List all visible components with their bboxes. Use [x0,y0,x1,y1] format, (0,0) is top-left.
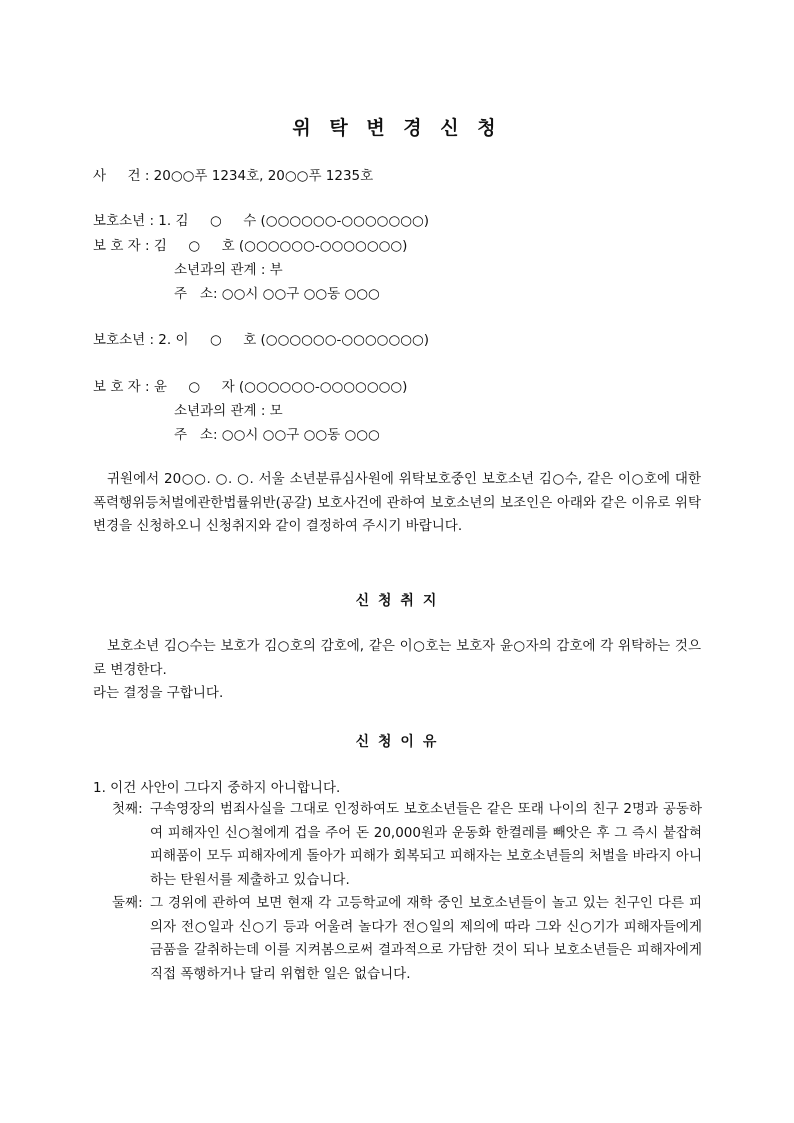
item-label: 첫째: [112,801,143,817]
guardian-1-line: 보 호 자 : 김 ○ 호 (○○○○○○-○○○○○○○) [93,238,408,254]
intro-paragraph [93,468,701,539]
item-text: 그 경위에 관하여 보면 현재 각 고등학교에 재학 중인 보호소년들이 놀고 있는 친구인 다른 피의자 전○일과 신○기 등과 어울려 놀다가 전○일의 제의에 따라 그와 신○기가 피해자들에게 금품을 갈취하는데 이를 지켜봄으로써 결과적으로 가담한 것이 되나 보호소년들은 피해자에게 직접 폭행하거나 달리 위협한 일은 없습니다. [150,895,702,982]
juvenile-2-line: 보호소년 : 2. 이 ○ 호 (○○○○○○-○○○○○○○) [93,332,430,348]
purpose-closing: 라는 결정을 구합니다. [93,685,224,701]
purpose-text: 보호소년 김○수는 보호가 김○호의 감호에, 같은 이○호는 보호자 윤○자의 감호에 각 위탁하는 것으로 변경한다. [93,638,701,678]
item-text: 구속영장의 범죄사실을 그대로 인정하여도 보호소년들은 같은 또래 나이의 친구 2명과 공동하여 피해자인 신○철에게 겁을 주어 돈 20,000원과 운동화 한켤레를 빼앗은 후 그 즉시 붙잡혀 피해품이 모두 피해자에게 돌아가 피해가 회복되고 피해자는 보호소년들의 처벌을 바라지 아니하는 탄원서를 제출하고 있습니다. [150,801,702,888]
relation-1-line: 소년과의 관계 : 부 [174,262,283,278]
intro-text: 귀원에서 20○○. ○. ○. 서울 소년분류심사원에 위탁보호중인 보호소년 김○수, 같은 이○호에 대한 폭력행위등처벌에관한법률위반(공갈) 보호사건에 관하여 보호소년의 보조인은 아래와 같은 이유로 위탁변경을 신청하오니 신청취지와 같이 결정하여 주시기 바랍니다. [93,471,701,534]
address-1-line: 주 소: ○○시 ○○구 ○○동 ○○○ [174,286,380,302]
purpose-paragraph [93,635,701,682]
juvenile-1-line: 보호소년 : 1. 김 ○ 수 (○○○○○○-○○○○○○○) [93,213,430,229]
reason-section-title: 신 청 이 유 [355,734,439,750]
item-label: 둘째: [112,895,143,911]
relation-2-line: 소년과의 관계 : 모 [174,403,283,419]
guardian-2-line: 보 호 자 : 윤 ○ 자 (○○○○○○-○○○○○○○) [93,379,408,395]
purpose-section-title: 신 청 취 지 [355,593,439,609]
document-title: 위 탁 변 경 신 청 [292,117,502,139]
reason-heading: 1. 이건 사안이 그다지 중하지 아니합니다. [93,780,341,796]
address-2-line: 주 소: ○○시 ○○구 ○○동 ○○○ [174,427,380,443]
reason-item-first [112,798,702,892]
case-number-line: 사 건 : 20○○푸 1234호, 20○○푸 1235호 [93,168,374,184]
reason-item-second [112,892,702,986]
